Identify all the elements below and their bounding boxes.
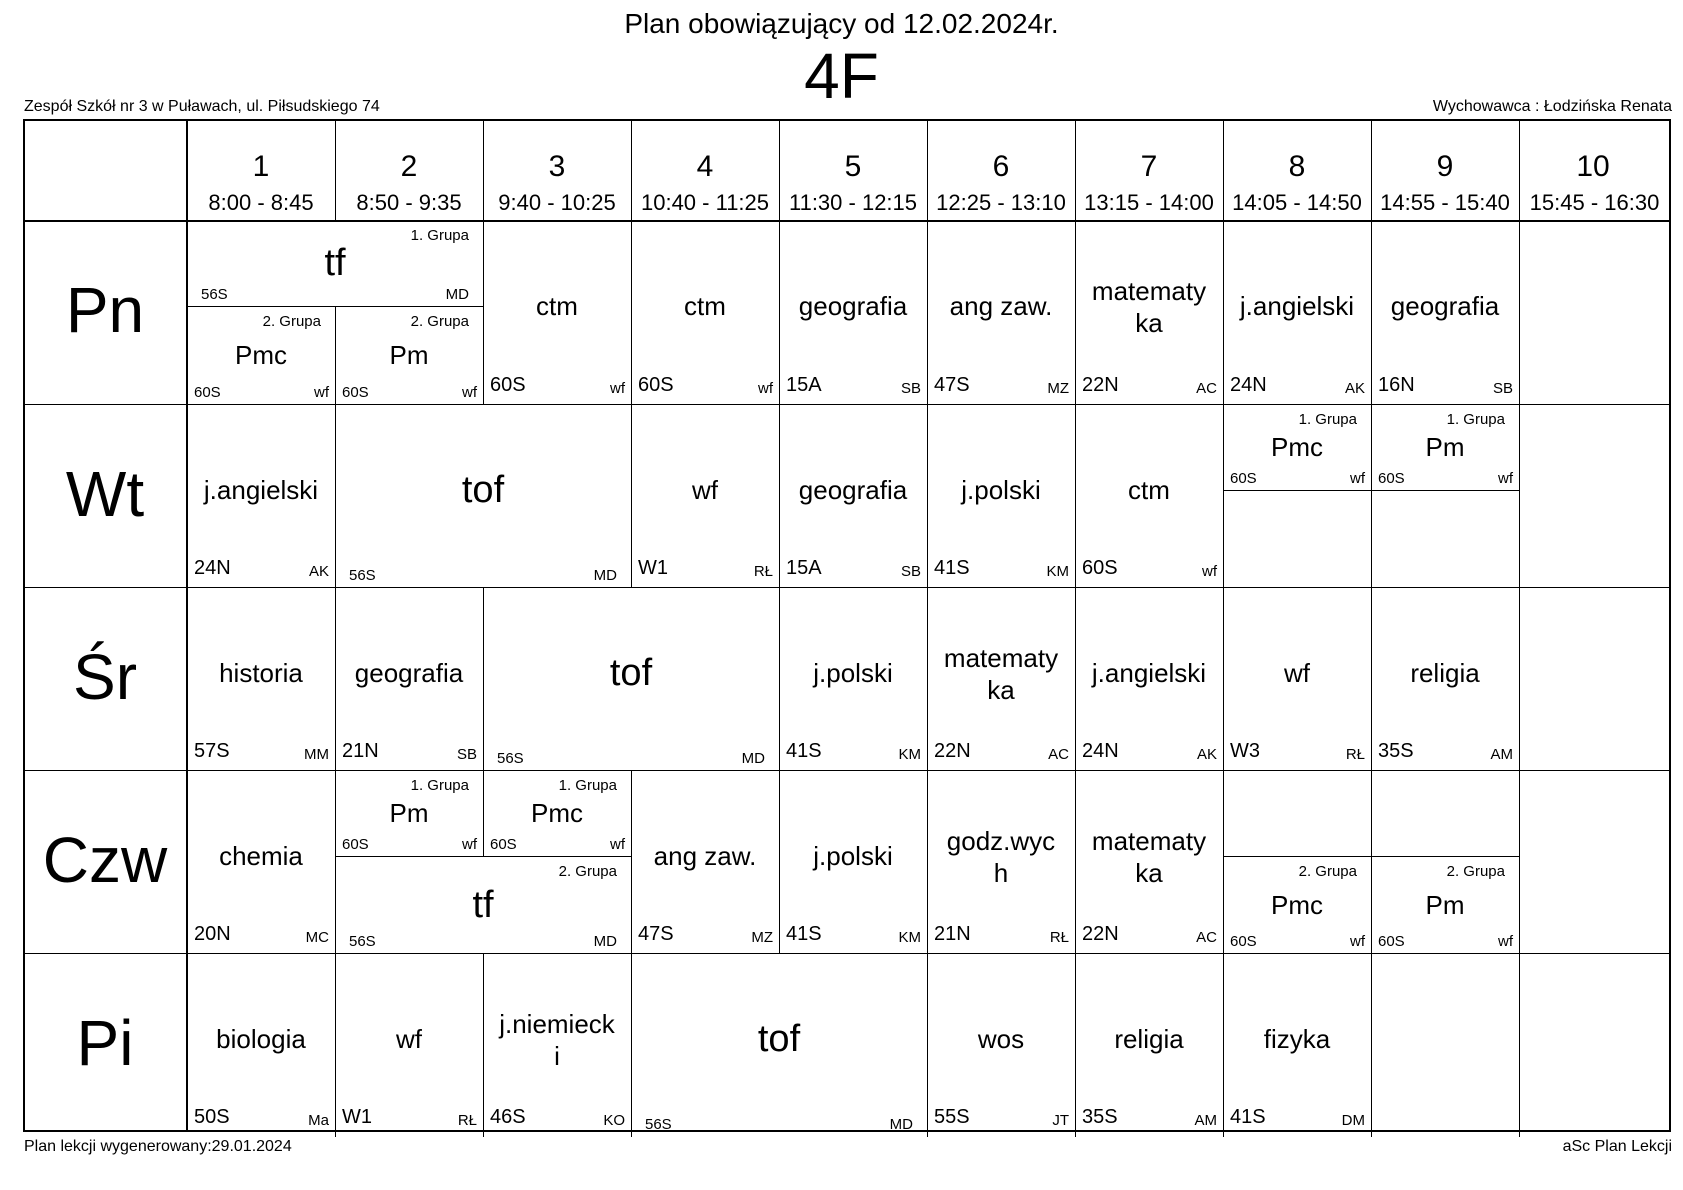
period-time: 12:25 - 13:10 xyxy=(936,190,1066,215)
subject-name: Pmc xyxy=(1271,889,1323,920)
lesson-cell xyxy=(483,954,631,1137)
teacher-code: AK xyxy=(1196,746,1217,763)
subject-name: Pmc xyxy=(531,798,583,829)
group-separator-line xyxy=(1223,856,1371,857)
lesson-cell xyxy=(1223,954,1371,1137)
room-number: 35S xyxy=(1082,1106,1118,1128)
period-number: 1 xyxy=(252,150,270,183)
subject-name: j.polski xyxy=(813,840,893,871)
teacher-code: wf xyxy=(610,380,625,397)
cell-separator xyxy=(1519,954,1520,1137)
subject-name: geografia xyxy=(354,657,464,688)
header-column-separator xyxy=(927,119,928,221)
teacher-code: AC xyxy=(1196,929,1217,946)
group-label: 1. Grupa xyxy=(1298,411,1357,428)
teacher-code: RŁ xyxy=(1345,746,1365,763)
subject-name: ctm xyxy=(684,291,726,322)
teacher-code: MZ xyxy=(751,929,773,946)
teacher-code: SB xyxy=(900,380,921,397)
lesson-cell xyxy=(187,221,483,307)
room-number: 60S xyxy=(490,374,526,396)
period-number: 4 xyxy=(696,150,714,183)
teacher-code: MD xyxy=(741,750,765,767)
group-label: 1. Grupa xyxy=(410,227,469,244)
header-column-separator xyxy=(335,119,336,221)
room-number: 50S xyxy=(194,1106,230,1128)
room-number: 22N xyxy=(934,740,971,762)
teacher-code: Ma xyxy=(308,1112,329,1129)
period-time: 15:45 - 16:30 xyxy=(1529,190,1660,215)
subject-name: historia xyxy=(219,657,303,688)
teacher-code: DM xyxy=(1341,1112,1365,1129)
lesson-cell xyxy=(1371,857,1519,954)
subject-name: j.angielski xyxy=(1239,291,1355,322)
lesson-cell xyxy=(1075,954,1223,1137)
header-column-separator xyxy=(631,119,632,221)
teacher-code: wf xyxy=(1350,470,1365,487)
lesson-cell xyxy=(1371,221,1519,405)
teacher-code: MZ xyxy=(1047,380,1069,397)
room-number: 56S xyxy=(645,1116,672,1133)
lesson-cell xyxy=(335,307,483,405)
subject-name: matematy ka xyxy=(943,642,1059,705)
lesson-cell xyxy=(187,588,335,771)
lesson-cell xyxy=(187,307,335,405)
header-column-separator xyxy=(483,119,484,221)
subject-name: religia xyxy=(1410,657,1480,688)
subject-name: wf xyxy=(1284,657,1310,688)
room-number: 60S xyxy=(342,384,369,401)
group-separator-line xyxy=(1223,490,1371,491)
room-number: 60S xyxy=(1082,557,1118,579)
lesson-cell xyxy=(1075,771,1223,954)
period-number: 5 xyxy=(844,150,862,183)
room-number: 60S xyxy=(1230,470,1257,487)
period-time: 14:05 - 14:50 xyxy=(1232,190,1362,215)
room-number: 56S xyxy=(349,933,376,950)
subject-name: j.angielski xyxy=(1091,657,1207,688)
lesson-cell xyxy=(187,954,335,1137)
lesson-cell xyxy=(1223,588,1371,771)
teacher-code: wf xyxy=(1202,563,1217,580)
group-label: 2. Grupa xyxy=(262,313,321,330)
teacher-code: AK xyxy=(308,563,329,580)
lesson-cell xyxy=(335,771,483,857)
subject-name: tof xyxy=(461,468,505,511)
subject-name: Pm xyxy=(389,340,429,371)
subject-name: j.angielski xyxy=(203,474,319,505)
teacher-code: wf xyxy=(1350,933,1365,950)
subject-name: j.niemieck i xyxy=(499,1008,615,1071)
room-number: 21N xyxy=(934,923,971,945)
period-time: 13:15 - 14:00 xyxy=(1084,190,1214,215)
room-number: W1 xyxy=(342,1106,372,1128)
header-column-separator xyxy=(1223,119,1224,221)
room-number: 60S xyxy=(194,384,221,401)
teacher-code: SB xyxy=(900,563,921,580)
subject-name: matematy ka xyxy=(1091,276,1207,338)
teacher-code: MM xyxy=(304,746,329,763)
subject-name: ctm xyxy=(1128,474,1170,505)
subject-name: Pm xyxy=(389,798,429,829)
subject-name: geografia xyxy=(798,474,908,505)
subject-name: Pm xyxy=(1425,889,1465,920)
teacher-code: wf xyxy=(314,384,329,401)
lesson-cell xyxy=(1075,588,1223,771)
lesson-cell xyxy=(1223,857,1371,954)
group-separator-line xyxy=(1371,490,1519,491)
day-label: Pi xyxy=(76,1006,134,1079)
lesson-cell xyxy=(631,405,779,588)
teacher-code: RŁ xyxy=(457,1112,477,1129)
period-time: 11:30 - 12:15 xyxy=(788,190,918,215)
room-number: 22N xyxy=(1082,374,1119,396)
period-number: 2 xyxy=(400,150,418,183)
teacher-code: AC xyxy=(1048,746,1069,763)
period-time: 10:40 - 11:25 xyxy=(640,190,770,215)
subject-name: geografia xyxy=(1390,291,1500,322)
cell-separator xyxy=(1519,588,1520,771)
cell-separator xyxy=(1519,771,1520,954)
room-number: 41S xyxy=(786,923,822,945)
room-number: 20N xyxy=(194,923,231,945)
subject-name: matematy ka xyxy=(1091,825,1207,888)
lesson-cell xyxy=(1371,588,1519,771)
generated-date: Plan lekcji wygenerowany:29.01.2024 xyxy=(24,1138,292,1155)
lesson-cell xyxy=(631,954,927,1137)
day-label: Wt xyxy=(65,457,145,530)
header-column-separator xyxy=(779,119,780,221)
teacher-code: SB xyxy=(1492,380,1513,397)
period-time: 8:00 - 8:45 xyxy=(208,190,314,215)
room-number: 24N xyxy=(194,557,231,579)
teacher-code: AC xyxy=(1196,380,1217,397)
room-number: 56S xyxy=(497,750,524,767)
room-number: 24N xyxy=(1082,740,1119,762)
lesson-cell xyxy=(187,771,335,954)
lesson-cell xyxy=(631,771,779,954)
lesson-cell xyxy=(927,221,1075,405)
subject-name: ang zaw. xyxy=(949,291,1053,322)
teacher-code: wf xyxy=(1498,470,1513,487)
teacher-code: SB xyxy=(456,746,477,763)
subject-name: chemia xyxy=(219,840,303,871)
room-number: 60S xyxy=(342,836,369,853)
teacher-code: JT xyxy=(1052,1112,1069,1129)
subject-name: godz.wyc h xyxy=(946,825,1056,888)
subject-name: biologia xyxy=(216,1023,306,1054)
subject-name: tof xyxy=(757,1017,801,1060)
teacher-code: KO xyxy=(603,1112,625,1129)
lesson-cell xyxy=(335,588,483,771)
group-label: 2. Grupa xyxy=(558,863,617,880)
period-number: 3 xyxy=(548,150,566,183)
room-number: 57S xyxy=(194,740,230,762)
group-label: 1. Grupa xyxy=(558,777,617,794)
plan-title: Plan obowiązujący od 12.02.2024r. xyxy=(624,8,1059,39)
teacher-code: wf xyxy=(610,836,625,853)
room-number: 41S xyxy=(934,557,970,579)
header-column-separator xyxy=(1075,119,1076,221)
lesson-cell xyxy=(335,405,631,588)
group-label: 1. Grupa xyxy=(410,777,469,794)
teacher-code: MD xyxy=(889,1116,913,1133)
lesson-cell xyxy=(927,588,1075,771)
subject-name: ctm xyxy=(536,291,578,322)
lesson-cell xyxy=(779,221,927,405)
teacher-code: wf xyxy=(1498,933,1513,950)
subject-name: j.polski xyxy=(961,474,1041,505)
subject-name: fizyka xyxy=(1263,1023,1331,1054)
room-number: 41S xyxy=(1230,1106,1266,1128)
lesson-cell xyxy=(335,954,483,1137)
lesson-cell xyxy=(1075,221,1223,405)
teacher-code: KM xyxy=(1046,563,1069,580)
room-number: 60S xyxy=(1378,933,1405,950)
room-number: 56S xyxy=(201,286,228,303)
subject-name: geografia xyxy=(798,291,908,322)
subject-name: tf xyxy=(324,242,346,285)
teacher-code: wf xyxy=(758,380,773,397)
subject-name: ang zaw. xyxy=(653,840,757,871)
subject-name: tf xyxy=(472,883,494,926)
lesson-cell xyxy=(483,771,631,857)
room-number: 60S xyxy=(490,836,517,853)
room-number: 60S xyxy=(1378,470,1405,487)
subject-name: Pmc xyxy=(235,340,287,371)
period-number: 10 xyxy=(1576,150,1610,183)
software-brand: aSc Plan Lekcji xyxy=(1562,1138,1672,1155)
subject-name: wf xyxy=(692,474,718,505)
teacher-code: wf xyxy=(462,836,477,853)
day-label: Śr xyxy=(73,640,137,713)
teacher-code: MC xyxy=(305,929,329,946)
room-number: 15A xyxy=(786,374,822,396)
room-number: 47S xyxy=(638,923,674,945)
subject-name: religia xyxy=(1114,1023,1184,1054)
day-label: Pn xyxy=(65,274,145,346)
teacher-code: MD xyxy=(593,933,617,950)
room-number: 41S xyxy=(786,740,822,762)
lesson-cell xyxy=(779,771,927,954)
teacher-code: KM xyxy=(898,746,921,763)
room-number: 15A xyxy=(786,557,822,579)
cell-separator xyxy=(1371,954,1372,1137)
subject-name: j.polski xyxy=(813,657,893,688)
group-label: 2. Grupa xyxy=(1446,863,1505,880)
lesson-cell xyxy=(187,405,335,588)
room-number: 35S xyxy=(1378,740,1414,762)
teacher-code: MD xyxy=(445,286,469,303)
room-number: W1 xyxy=(638,557,668,579)
period-time: 14:55 - 15:40 xyxy=(1380,190,1510,215)
teacher-code: MD xyxy=(593,567,617,584)
room-number: 22N xyxy=(1082,923,1119,945)
subject-name: Pmc xyxy=(1271,432,1323,463)
lesson-cell xyxy=(335,857,631,954)
lesson-cell xyxy=(1223,405,1371,491)
teacher-code: AM xyxy=(1194,1112,1217,1129)
class-name: 4F xyxy=(804,40,879,112)
room-number: 24N xyxy=(1230,374,1267,396)
period-time: 8:50 - 9:35 xyxy=(356,190,462,215)
period-number: 8 xyxy=(1288,150,1306,183)
lesson-cell xyxy=(1223,221,1371,405)
lesson-cell xyxy=(483,588,779,771)
cell-separator xyxy=(1519,221,1520,405)
subject-name: wos xyxy=(977,1023,1025,1054)
teacher-code: wf xyxy=(462,384,477,401)
lesson-cell xyxy=(631,221,779,405)
group-label: 2. Grupa xyxy=(410,313,469,330)
teacher-code: KM xyxy=(898,929,921,946)
lesson-cell xyxy=(779,588,927,771)
group-separator-line xyxy=(1371,856,1519,857)
lesson-cell xyxy=(927,771,1075,954)
period-time: 9:40 - 10:25 xyxy=(498,190,616,215)
cell-separator xyxy=(1519,405,1520,588)
teacher-code: RŁ xyxy=(1049,929,1069,946)
subject-name: Pm xyxy=(1425,432,1465,463)
room-number: 56S xyxy=(349,567,376,584)
period-number: 6 xyxy=(992,150,1010,183)
teacher-code: RŁ xyxy=(753,563,773,580)
room-number: 46S xyxy=(490,1106,526,1128)
room-number: 47S xyxy=(934,374,970,396)
day-label: Czw xyxy=(42,823,168,896)
lesson-cell xyxy=(779,405,927,588)
teacher-code: AM xyxy=(1490,746,1513,763)
teacher-code: AK xyxy=(1344,380,1365,397)
lesson-cell xyxy=(927,954,1075,1137)
school-name: Zespół Szkół nr 3 w Puławach, ul. Piłsudskiego 74 xyxy=(24,98,380,115)
lesson-cell xyxy=(1371,405,1519,491)
tutor-name: Wychowawca : Łodzińska Renata xyxy=(1432,98,1672,115)
header-column-separator xyxy=(1519,119,1520,221)
subject-name: tof xyxy=(609,651,653,694)
lesson-cell xyxy=(483,221,631,405)
room-number: 21N xyxy=(342,740,379,762)
room-number: W3 xyxy=(1230,740,1260,762)
subject-name: wf xyxy=(396,1023,422,1054)
room-number: 60S xyxy=(1230,933,1257,950)
lesson-cell xyxy=(927,405,1075,588)
period-number: 9 xyxy=(1436,150,1454,183)
group-label: 1. Grupa xyxy=(1446,411,1505,428)
room-number: 60S xyxy=(638,374,674,396)
room-number: 55S xyxy=(934,1106,970,1128)
room-number: 16N xyxy=(1378,374,1415,396)
group-label: 2. Grupa xyxy=(1298,863,1357,880)
period-number: 7 xyxy=(1140,150,1158,183)
lesson-cell xyxy=(1075,405,1223,588)
header-column-separator xyxy=(1371,119,1372,221)
